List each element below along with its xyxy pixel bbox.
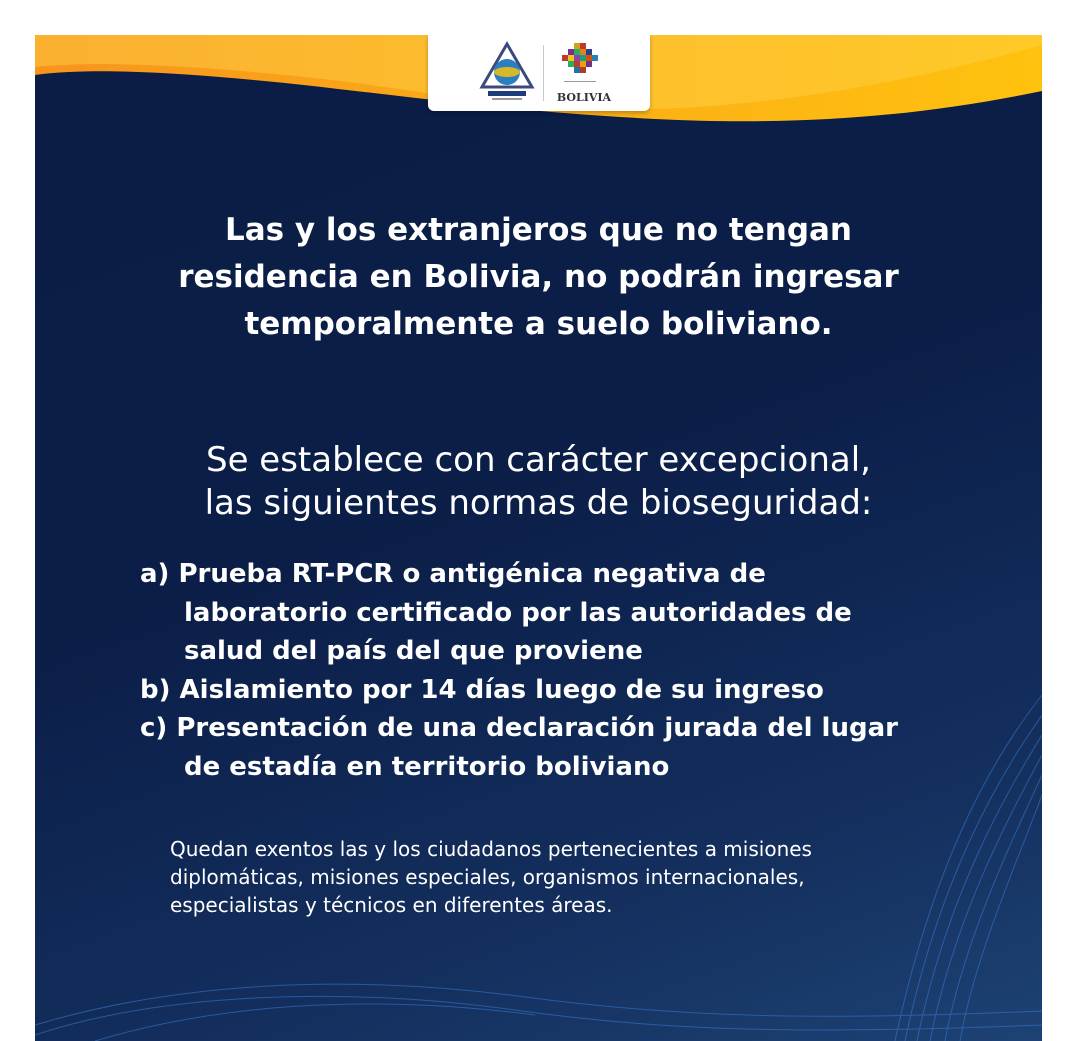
logo-banner [428,35,650,111]
rule-c: c) Presentación de una declaración jurada del lugar de estadía en territorio boliviano [140,713,898,782]
note-line-1: Quedan exentos las y los ciudadanos pertenecientes a misiones [170,837,812,861]
intro-text [95,439,982,525]
biosecurity-rules-list [140,555,930,786]
note-line-3: especialistas y técnicos en diferentes áreas. [170,893,613,917]
note-line-2: diplomáticas, misiones especiales, organismos internacionales, [170,865,805,889]
poster [35,35,1042,1041]
intro-line-2: las siguientes normas de bioseguridad: [204,483,873,523]
rule-a: a) Prueba RT-PCR o antigénica negativa de laboratorio certificado por las autoridades de salud del país del que proviene [140,559,852,666]
rule-b: b) Aislamiento por 14 días luego de su ingreso [140,674,824,705]
headline-line-2: residencia en Bolivia, no podrán ingresar [178,259,899,295]
intro-line-1: Se establece con carácter excepcional, [205,440,871,480]
digemig-logo-icon [478,41,536,105]
headline-line-3: temporalmente a suelo boliviano. [244,306,833,342]
headline-line-1: Las y los extranjeros que no tengan [224,212,852,248]
exemption-note [170,835,930,919]
logo-divider [543,45,544,101]
bolivia-logo-text: BOLIVIA [556,91,612,104]
headline [65,207,1012,348]
